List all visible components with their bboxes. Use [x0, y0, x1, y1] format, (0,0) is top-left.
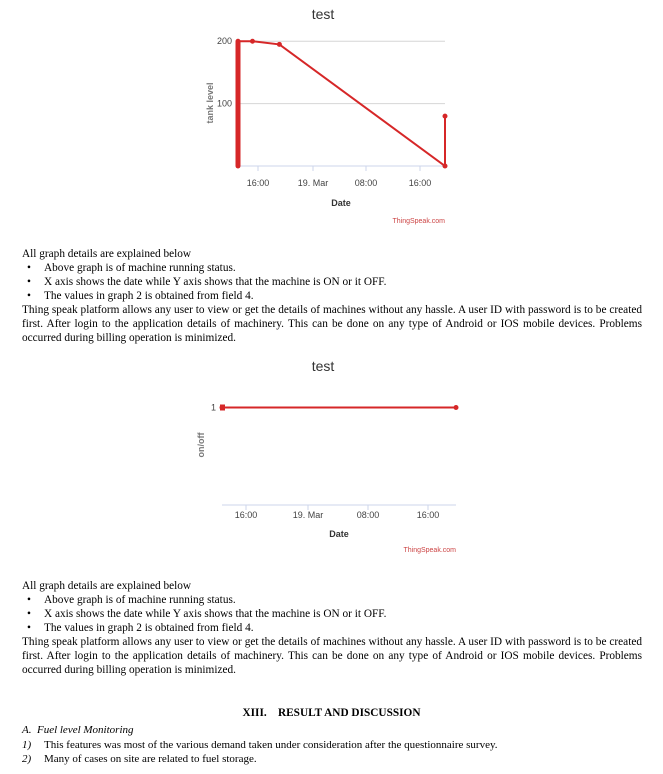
y-axis-label: tank level	[205, 82, 215, 124]
bullet-item: • The values in graph 2 is obtained from field 4.	[22, 621, 642, 635]
x-axis-label: Date	[329, 529, 349, 539]
chart-on-off-svg	[0, 355, 663, 570]
data-point	[277, 42, 282, 47]
y-tick-label: 1	[210, 402, 216, 413]
x-tick-label: 08:00	[356, 510, 380, 520]
chart-title: test	[311, 6, 335, 22]
item-text: This features was most of the various demand taken under consideration after the questionnaire survey.	[44, 738, 498, 751]
x-tick-label: 16:00	[416, 510, 440, 520]
x-tick-label: 16:00	[234, 510, 258, 520]
y-axis-label: on/off	[196, 432, 206, 458]
bullet-item: • X axis shows the date while Y axis shows that the machine is ON or it OFF.	[22, 607, 642, 621]
y-tick-label: 100	[216, 98, 232, 109]
explanation-block-1	[22, 247, 642, 345]
explanation-block-2	[22, 579, 642, 677]
bullet-list	[22, 593, 642, 635]
intro-text: All graph details are explained below	[22, 248, 192, 260]
chart-credit: ThingSpeak.com	[392, 218, 445, 225]
intro-text: All graph details are explained below	[22, 580, 192, 592]
chart-tank-level-svg	[0, 0, 663, 240]
item-text: Many of cases on site are related to fuel storage.	[44, 753, 257, 765]
x-tick-label: 19. Mar	[292, 510, 324, 520]
chart-on-off	[0, 355, 663, 570]
bullet-list	[22, 261, 642, 303]
bullet-item: • X axis shows the date while Y axis shows that the machine is ON or it OFF.	[22, 275, 642, 289]
chart-tank-level	[0, 0, 663, 240]
item-number: 1)	[22, 738, 32, 751]
item-number: 2)	[22, 753, 32, 765]
x-tick-label: 16:00	[246, 178, 270, 188]
bullet-item: • Above graph is of machine running status.	[22, 593, 642, 607]
series-start-marker	[220, 405, 225, 411]
body-paragraph: Thing speak platform allows any user to view or get the details of machines without any hassle. A user ID with password is to be created first. After login to the application details of machinery. This can be done on any type of Android or IOS mobile devices. Problems occurred during billing operation is minimized.	[22, 636, 642, 676]
bullet-item: • The values in graph 2 is obtained from field 4.	[22, 289, 642, 303]
section-content	[22, 723, 642, 767]
data-point	[454, 405, 459, 410]
body-paragraph: Thing speak platform allows any user to view or get the details of machines without any hassle. A user ID with password is to be created first. After login to the application details of machinery. This can be done on any type of Android or IOS mobile devices. Problems occurred during billing operation is minimized.	[22, 304, 642, 344]
x-tick-label: 08:00	[354, 178, 378, 188]
data-point	[443, 114, 448, 119]
bullet-item: • Above graph is of machine running status.	[22, 261, 642, 275]
y-tick-label: 200	[216, 36, 232, 47]
chart-title: test	[311, 358, 335, 374]
x-tick-label: 16:00	[408, 178, 432, 188]
subsection-title: A. Fuel level Monitoring	[22, 724, 134, 736]
data-point	[443, 164, 448, 169]
x-axis-label: Date	[331, 198, 351, 208]
numbered-item	[22, 738, 642, 753]
x-tick-label: 19. Mar	[297, 178, 329, 188]
section-heading: XIII. RESULT AND DISCUSSION	[242, 707, 421, 719]
data-point	[250, 39, 255, 44]
numbered-item	[22, 752, 642, 767]
chart-credit: ThingSpeak.com	[403, 547, 456, 554]
